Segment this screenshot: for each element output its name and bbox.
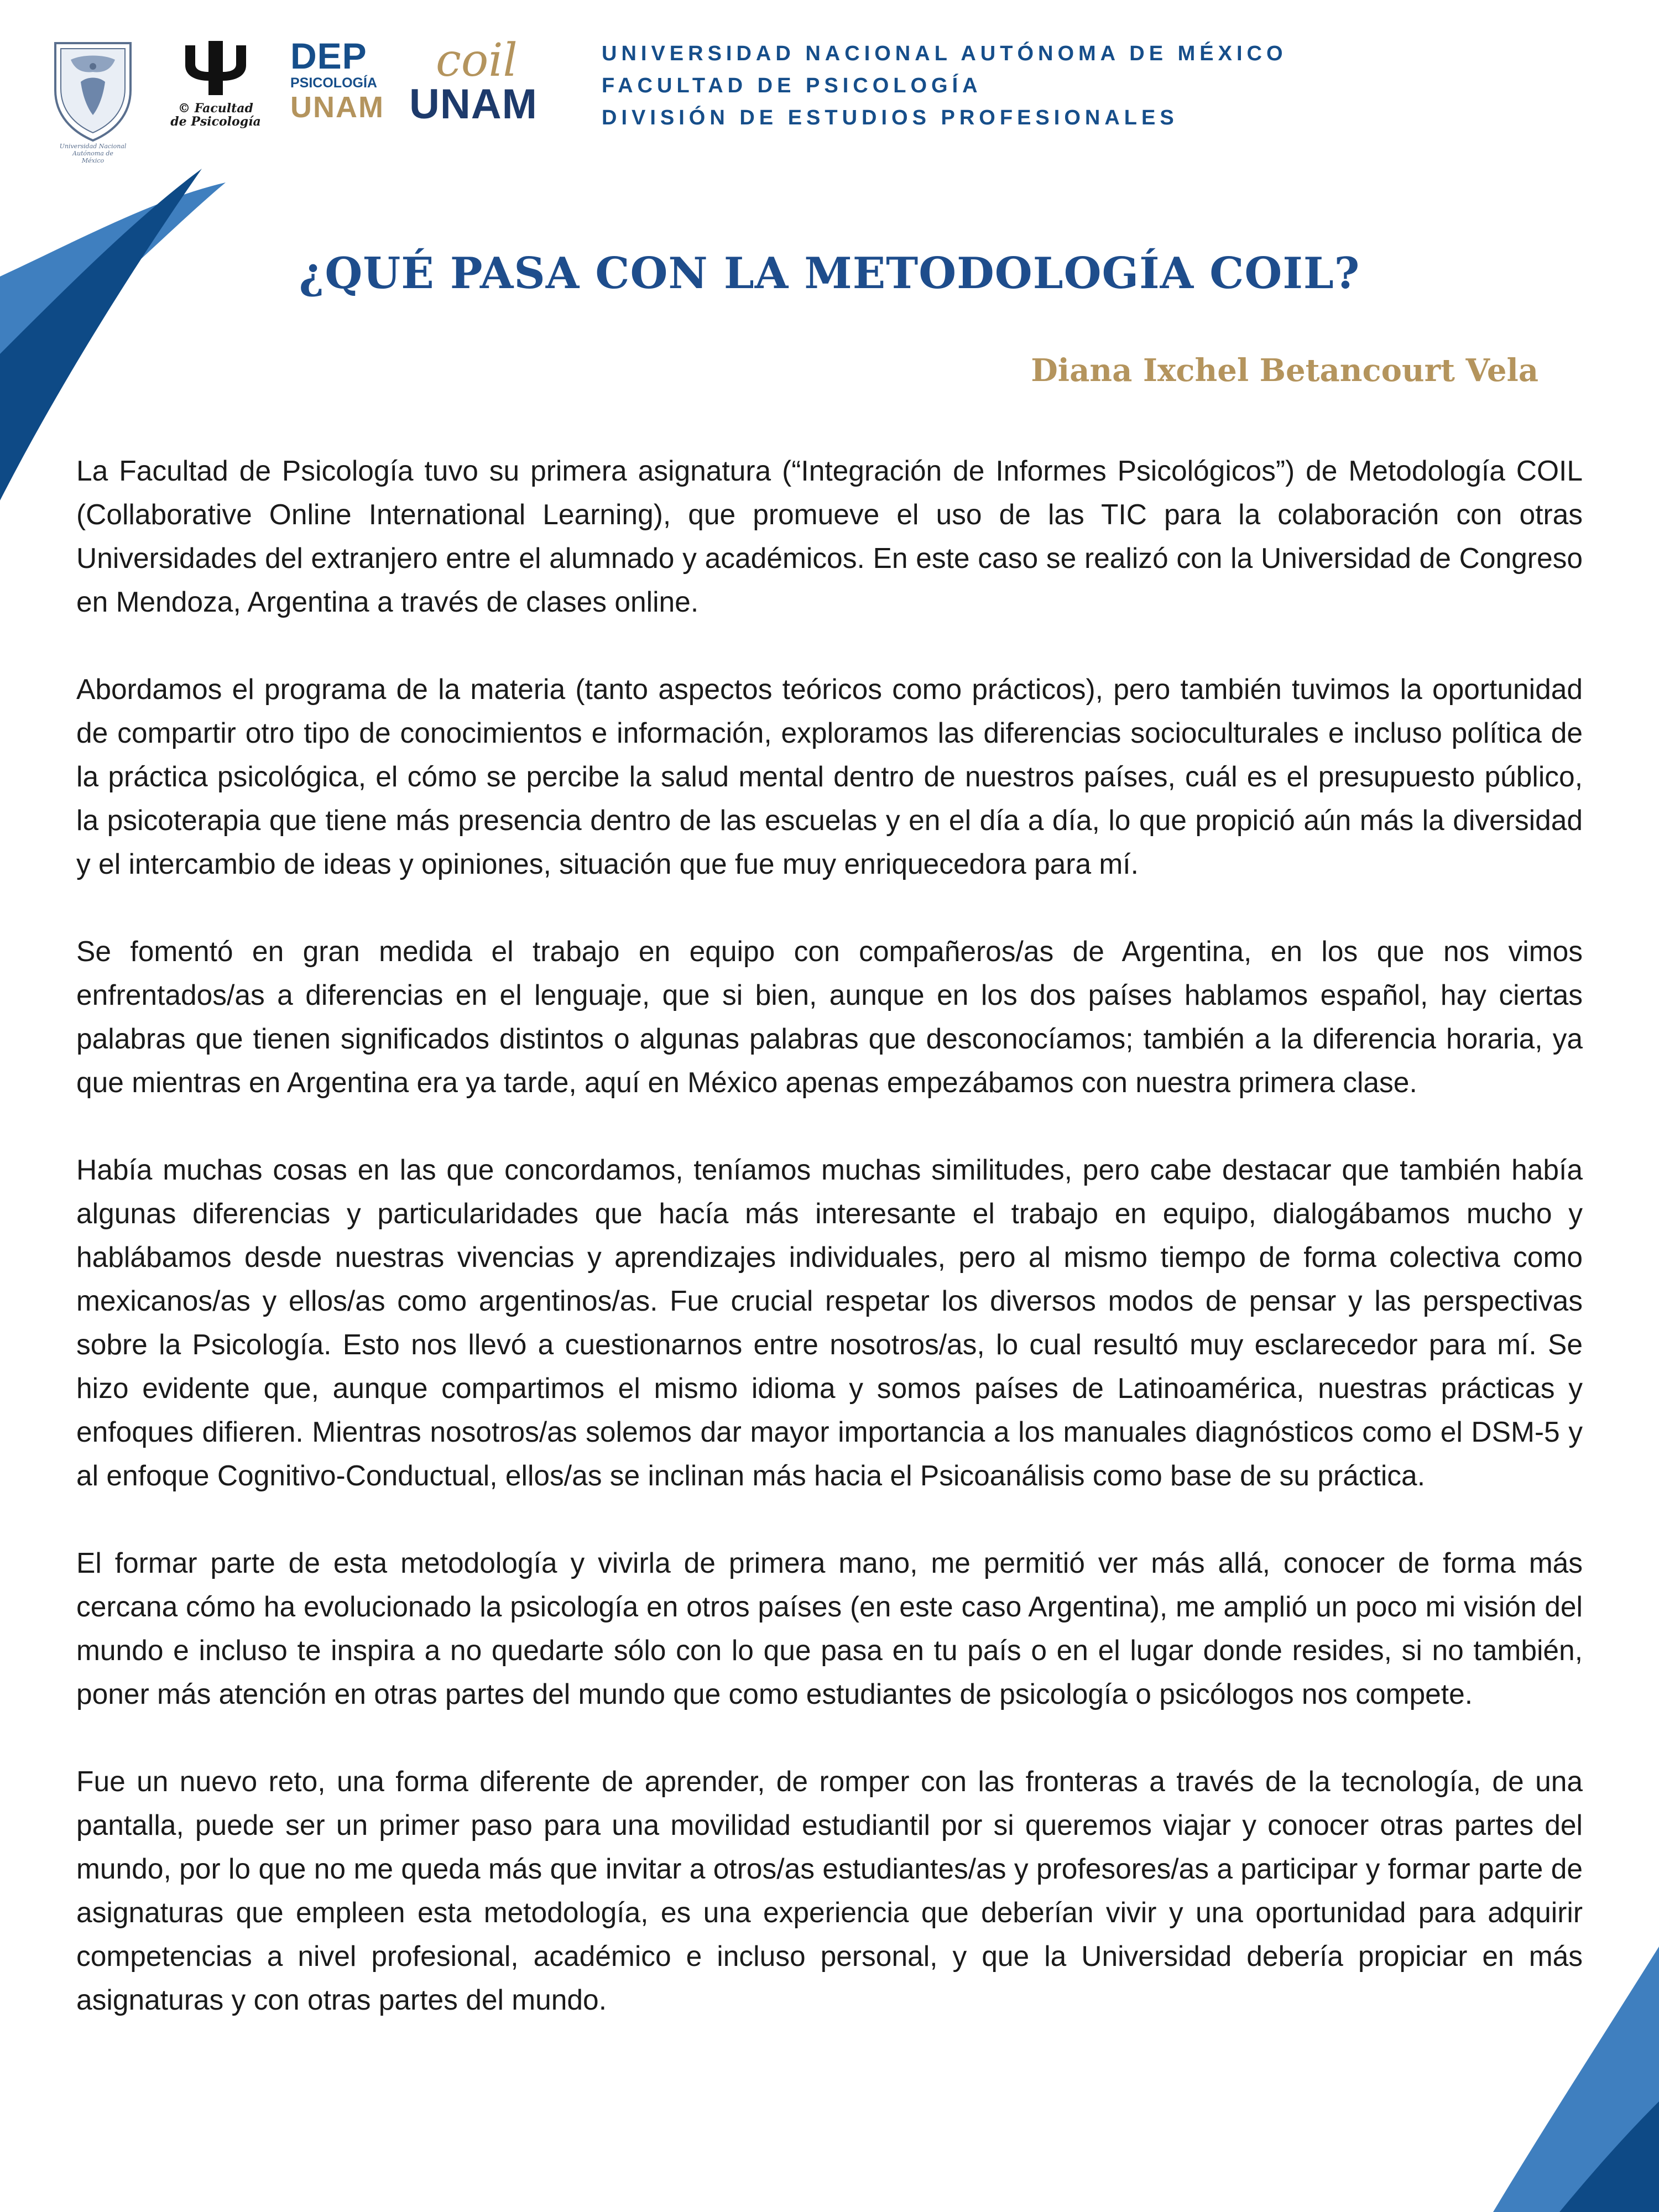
article-paragraph: Se fomentó en gran medida el trabajo en equipo con compañeros/as de Argentina, en los que nos vimos enfrentados/as a diferencias en el lenguaje, que si bien, aunque en los dos países hablamos español, hay ciertas palabras que tienen significados distintos o algunas palabras que desconocíamos; también a la diferencia horaria, ya que mientras en Argentina era ya tarde, aquí en México apenas empezábamos con nuestra primera clase. <box>76 935 1583 1098</box>
dep-logo-subtitle: PSICOLOGÍA <box>290 75 377 91</box>
article-paragraph: Fue un nuevo reto, una forma diferente de aprender, de romper con las fronteras a través de la tecnología, de una pantalla, puede ser un primer paso para una movilidad estudiantil por si queremos viajar y conocer otras partes del mundo, por lo que no me queda más que invitar a otros/as estudiantes/as y profesores/as a participar y formar parte de asignaturas que empleen esta metodología, es una experiencia que deberían vivir y una oportunidad para adquirir competencias a nivel profesional, académico e incluso personal, y que la Universidad debería propiciar en más asignaturas y con otras partes del mundo. <box>76 1765 1583 2016</box>
dep-logo-unam: UNAM <box>290 91 384 124</box>
article-author: Diana Ixchel Betancourt Vela <box>1031 352 1538 389</box>
facultad-psicologia-logo <box>163 38 268 134</box>
article-title: ¿QUÉ PASA CON LA METODOLOGÍA COIL? <box>299 248 1360 299</box>
article-paragraph: El formar parte de esta metodología y vivirla de primera mano, me permitió ver más allá, conocer de forma más cercana cómo ha evolucionado la psicología en otros países (en este caso Argentina), me amplió un poco mi visión del mundo e incluso te inspira a no quedarte sólo con lo que pasa en tu país o en el lugar donde resides, si no también, poner más atención en otras partes del mundo que como estudiantes de psicología o psicólogos nos compete. <box>76 1547 1583 1710</box>
institution-line-university: UNIVERSIDAD NACIONAL AUTÓNOMA DE MÉXICO <box>602 42 1287 65</box>
seal-caption-line: México <box>81 157 105 164</box>
unam-shield-icon <box>49 38 137 143</box>
dep-psicologia-logo <box>290 35 384 134</box>
institution-header <box>602 38 1431 134</box>
institution-line-faculty: FACULTAD DE PSICOLOGÍA <box>602 74 982 97</box>
article-paragraph: Había muchas cosas en las que concordamos, teníamos muchas similitudes, pero cabe destacar que también había algunas diferencias y particularidades que hacía más interesante el trabajo en equipo, dialogábamos mucho y hablábamos desde nuestras vivencias y aprendizajes individuales, pero al mismo tiempo de forma colectiva como mexicanos/as y ellos/as como argentinos/as. Fue crucial respetar los diversos modos de pensar y las perspectivas sobre la Psicología. Esto nos llevó a cuestionarnos entre nosotros/as, lo cual resultó muy esclarecedor para mí. Se hizo evidente que, aunque compartimos el mismo idioma y somos países de Latinoamérica, nuestras prácticas y enfoques difieren. Mientras nosotros/as solemos dar mayor importancia a los manuales diagnósticos como el DSM-5 y al enfoque Cognitivo-Conductual, ellos/as se inclinan más hacia el Psicoanálisis como base de su práctica. <box>76 1154 1583 1491</box>
institution-line-division: DIVISIÓN DE ESTUDIOS PROFESIONALES <box>602 106 1178 129</box>
unam-seal-caption <box>49 143 137 164</box>
fp-caption-line: © Facultad <box>178 101 253 116</box>
coil-logo-word: coil <box>436 34 518 87</box>
fp-caption-line: de Psicología <box>170 114 261 129</box>
dep-logo-title: DEP <box>290 35 367 76</box>
article-paragraph: La Facultad de Psicología tuvo su primera asignatura (“Integración de Informes Psicológicos”) de Metodología COIL (Collaborative Online International Learning), que promueve el uso de las TIC para la colaboración con otras Universidades del extranjero entre el alumnado y académicos. En este caso se realizó con la Universidad de Congreso en Mendoza, Argentina a través de clases online. <box>76 455 1583 618</box>
unam-seal-logo <box>49 38 137 165</box>
psi-symbol-icon <box>174 38 257 98</box>
coil-unam-logo <box>409 34 564 134</box>
article-body <box>76 449 1583 2065</box>
seal-caption-line: Universidad Nacional <box>59 143 127 150</box>
facultad-psicologia-caption <box>163 102 268 128</box>
seal-caption-line: Autónoma de <box>72 150 113 157</box>
coil-logo-unam: UNAM <box>409 81 538 128</box>
article-paragraph: Abordamos el programa de la materia (tanto aspectos teóricos como prácticos), pero también tuvimos la oportunidad de compartir otro tipo de conocimientos e información, exploramos las diferencias socioculturales e incluso política de la práctica psicológica, el cómo se percibe la salud mental dentro de nuestros países, cuál es el presupuesto público, la psicoterapia que tiene más presencia dentro de las escuelas y en el día a día, lo que propició aún más la diversidad y el intercambio de ideas y opiniones, situación que fue muy enriquecedora para mí. <box>76 673 1583 880</box>
